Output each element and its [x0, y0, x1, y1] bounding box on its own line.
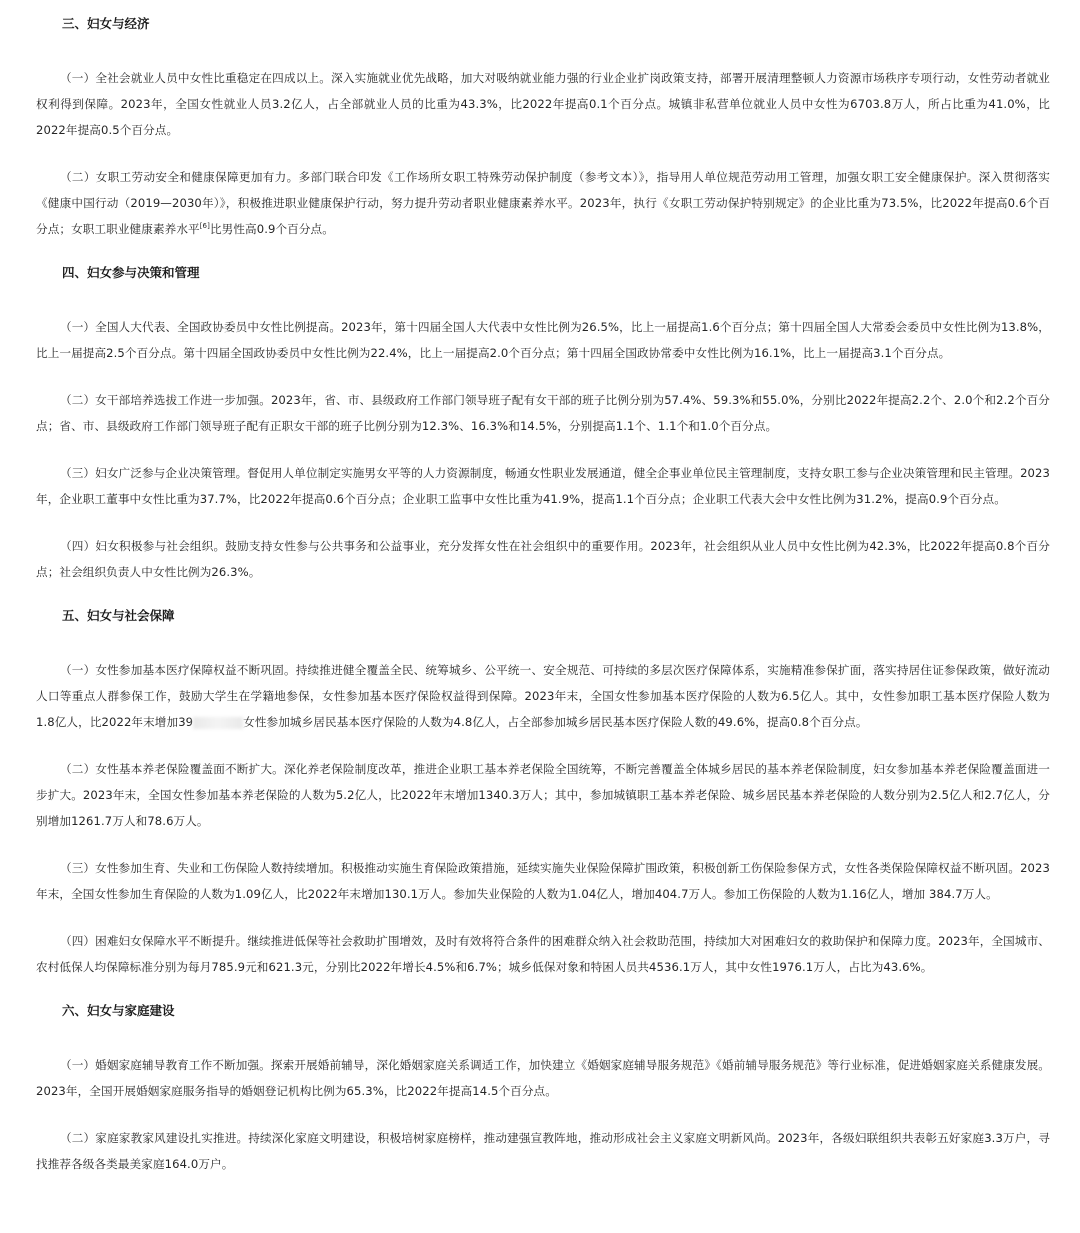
paragraph-labor-protection — [36, 164, 1050, 242]
paragraph-text: （二）女职工劳动安全和健康保障更加有力。多部门联合印发《工作场所女职工特殊劳动保护制度（参考文本）》，指导用人单位规范劳动用工管理，加强女职工安全健康保护。深入贯彻落实《健康中国行动（2019—2030年）》，积极推进职业健康保护行动，努力提升劳动者职业健康素养水平。2023年，执行《女职工劳动保护特别规定》的企业比重为73.5%，比2022年提高0.6个百分点；女职工职业健康素养水平 — [36, 170, 1050, 236]
paragraph-text: 比男性高0.9个百分点。 — [209, 222, 334, 236]
paragraph-family-tradition: （二）家庭家教家风建设扎实推进。持续深化家庭文明建设，积极培树家庭榜样，推动建强宣教阵地，推动形成社会主义家庭文明新风尚。2023年，各级妇联组织共表彰五好家庭3.3万户，寻找推荐各级各类最美家庭164.0万户。 — [36, 1131, 1050, 1171]
paragraph-maternity-unemployment: （三）女性参加生育、失业和工伤保险人数持续增加。积极推动实施生育保险政策措施，延续实施失业保险保障扩围政策，积极创新工伤保险参保方式，女性各类保险保障权益不断巩固。2023年末，全国女性参加生育保险的人数为1.09亿人，比2022年末增加130.1万人。参加失业保险的人数为1.04亿人，增加404.7万人。参加工伤保险的人数为1.16亿人，增加 384.7万人。 — [36, 861, 1050, 901]
paragraph-medical-insurance — [36, 657, 1050, 735]
paragraph-text: 女性参加城乡居民基本医疗保险的人数为4.8亿人，占全部参加城乡居民基本医疗保险人数的49.6%，提高0.8个百分点。 — [243, 715, 868, 729]
paragraph-marriage-counseling: （一）婚姻家庭辅导教育工作不断加强。探索开展婚前辅导，深化婚姻家庭关系调适工作，加快建立《婚姻家庭辅导服务规范》《婚前辅导服务规范》等行业标准，促进婚姻家庭关系健康发展。2023年，全国开展婚姻家庭服务指导的婚姻登记机构比例为65.3%，比2022年提高14.5个百分点。 — [36, 1058, 1050, 1098]
paragraph-poverty-assistance: （四）困难妇女保障水平不断提升。继续推进低保等社会救助扩围增效，及时有效将符合条件的困难群众纳入社会救助范围，持续加大对困难妇女的救助保护和保障力度。2023年，全国城市、农村低保人均保障标准分别为每月785.9元和621.3元，分别比2022年增长4.5%和6.7%；城乡低保对象和特困人员共4536.1万人，其中女性1976.1万人，占比为43.6%。 — [36, 934, 1050, 974]
paragraph-enterprise-management: （三）妇女广泛参与企业决策管理。督促用人单位制定实施男女平等的人力资源制度，畅通女性职业发展通道，健全企事业单位民主管理制度，支持女职工参与企业决策管理和民主管理。2023年，企业职工董事中女性比重为37.7%，比2022年提高0.6个百分点；企业职工监事中女性比重为41.9%，提高1.1个百分点；企业职工代表大会中女性比例为31.2%，提高0.9个百分点。 — [36, 466, 1050, 506]
footnote-marker: [6] — [199, 222, 210, 231]
redacted-blur — [193, 717, 243, 729]
paragraph-npc-cppcc: （一）全国人大代表、全国政协委员中女性比例提高。2023年，第十四届全国人大代表中女性比例为26.5%，比上一届提高1.6个百分点；第十四届全国人大常委会委员中女性比例为13.8%，比上一届提高2.5个百分点。第十四届全国政协委员中女性比例为22.4%，比上一届提高2.0个百分点；第十四届全国政协常委中女性比例为16.1%，比上一届提高3.1个百分点。 — [36, 320, 1050, 360]
section-heading-family: 六、妇女与家庭建设 — [62, 1003, 175, 1018]
paragraph-social-organizations: （四）妇女积极参与社会组织。鼓励支持女性参与公共事务和公益事业，充分发挥女性在社会组织中的重要作用。2023年，社会组织从业人员中女性比例为42.3%，比2022年提高0.8个百分点；社会组织负责人中女性比例为26.3%。 — [36, 539, 1050, 579]
paragraph-female-cadres: （二）女干部培养选拔工作进一步加强。2023年，省、市、县级政府工作部门领导班子配有女干部的班子比例分别为57.4%、59.3%和55.0%，分别比2022年提高2.2个、2.0个和2.2个百分点；省、市、县级政府工作部门领导班子配有正职女干部的班子比例分别为12.3%、16.3%和14.5%，分别提高1.1个、1.1个和1.0个百分点。 — [36, 393, 1050, 433]
section-heading-economy: 三、妇女与经济 — [62, 16, 150, 31]
section-heading-social-security: 五、妇女与社会保障 — [62, 608, 175, 623]
paragraph-pension-insurance: （二）女性基本养老保险覆盖面不断扩大。深化养老保险制度改革，推进企业职工基本养老保险全国统筹，不断完善覆盖全体城乡居民的基本养老保险制度，妇女参加基本养老保险覆盖面进一步扩大。2023年末，全国女性参加基本养老保险的人数为5.2亿人，比2022年末增加1340.3万人；其中，参加城镇职工基本养老保险、城乡居民基本养老保险的人数分别为2.5亿人和2.7亿人，分别增加1261.7万人和78.6万人。 — [36, 762, 1050, 828]
paragraph-text: （一）女性参加基本医疗保障权益不断巩固。持续推进健全覆盖全民、统筹城乡、公平统一、安全规范、可持续的多层次医疗保障体系，实施精准参保扩面，落实持居住证参保政策，做好流动人口等重点人群参保工作，鼓励大学生在学籍地参保，女性参加基本医疗保险权益得到保障。2023年末，全国女性参加基本医疗保险的人数为6.5亿人。其中，女性参加职工基本医疗保险人数为1.8亿人，比2022年末增加39 — [36, 663, 1050, 729]
section-heading-decision: 四、妇女参与决策和管理 — [62, 265, 200, 280]
paragraph-employment: （一）全社会就业人员中女性比重稳定在四成以上。深入实施就业优先战略，加大对吸纳就业能力强的行业企业扩岗政策支持，部署开展清理整顿人力资源市场秩序专项行动，女性劳动者就业权利得到保障。2023年，全国女性就业人员3.2亿人，占全部就业人员的比重为43.3%，比2022年提高0.1个百分点。城镇非私营单位就业人员中女性为6703.8万人，所占比重为41.0%，比2022年提高0.5个百分点。 — [36, 71, 1050, 137]
